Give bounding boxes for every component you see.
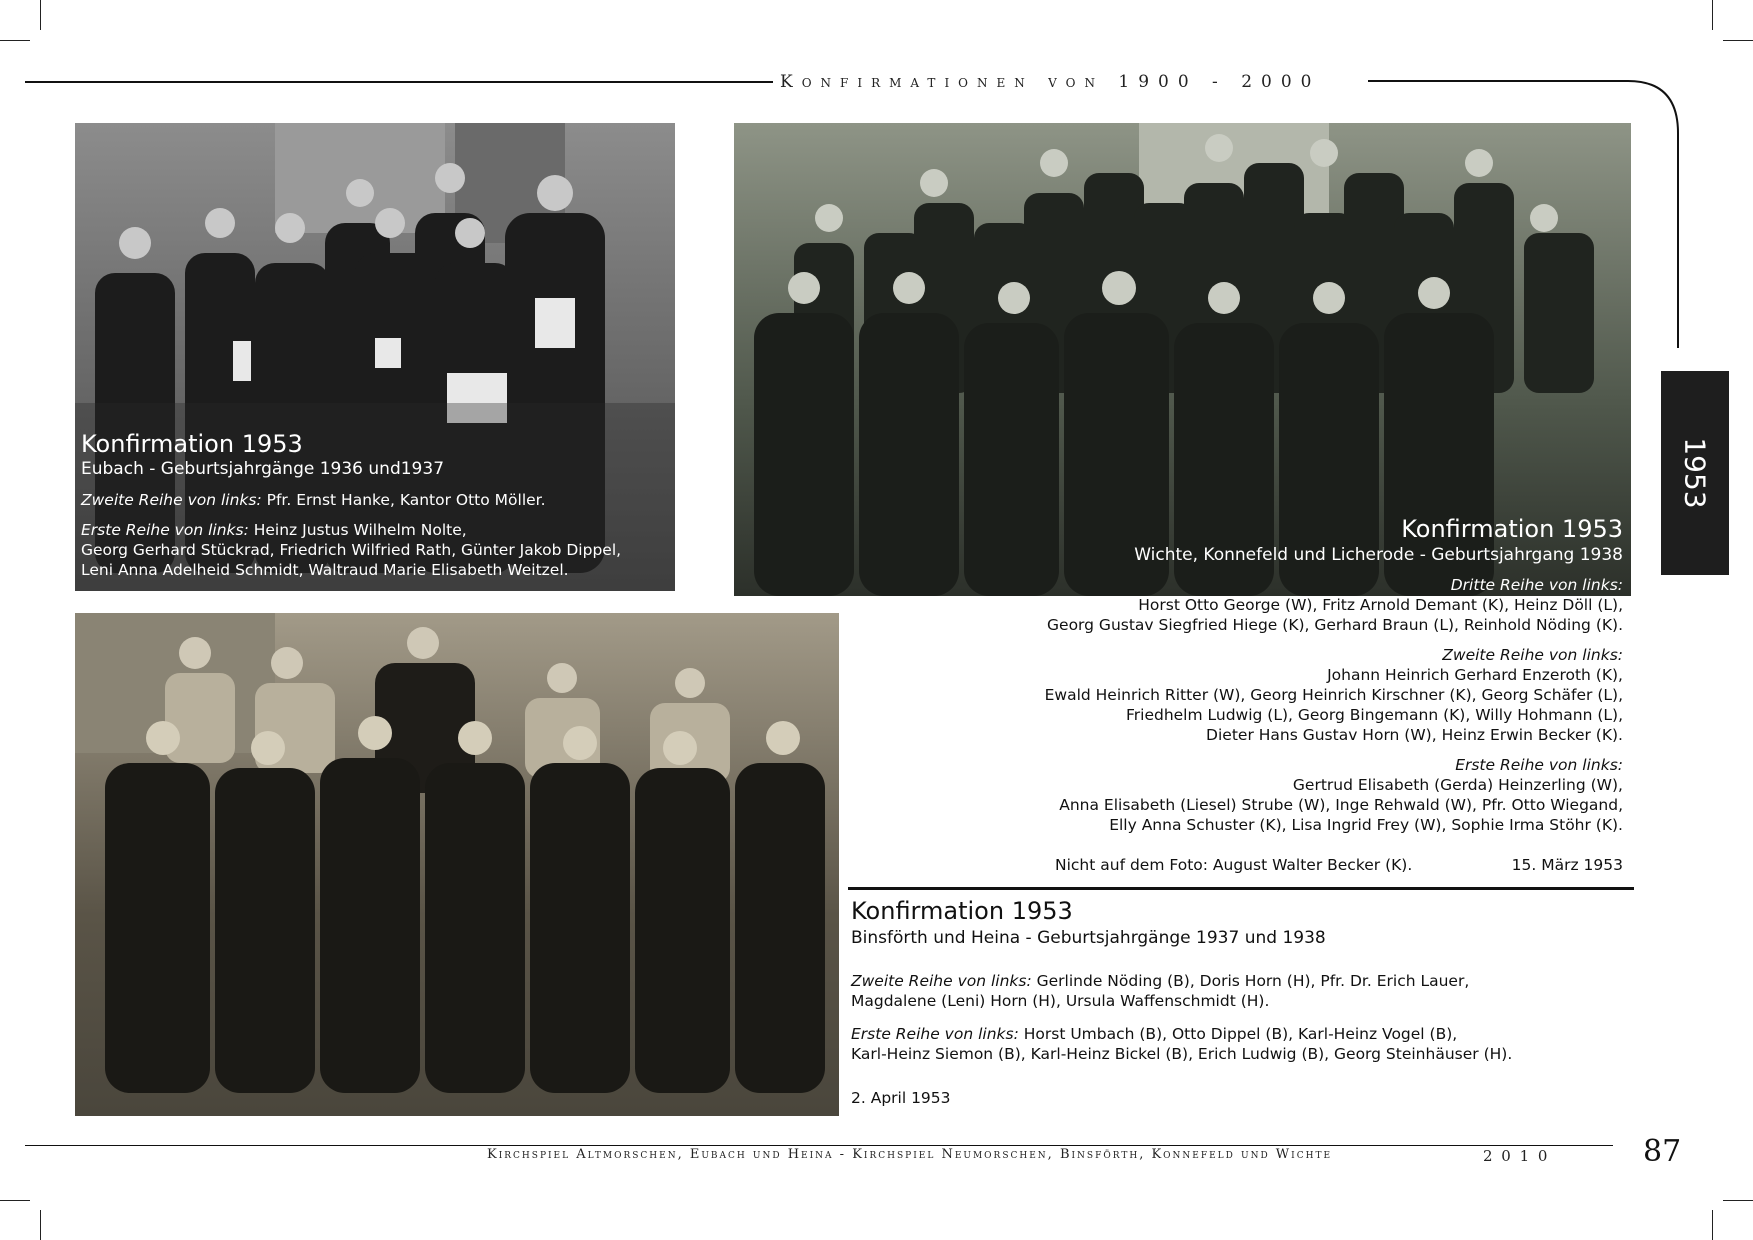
- photo2-title: Konfirmation 1953: [1401, 515, 1623, 543]
- photo3-row2-label: Zweite Reihe von links:: [851, 972, 1032, 990]
- photo1-row2-label: Zweite Reihe von links:: [81, 491, 262, 509]
- header-rule-left: [25, 81, 773, 83]
- crop-mark: [40, 0, 41, 30]
- crop-mark: [1723, 1200, 1753, 1201]
- photo2-row2-line1: Johann Heinrich Gerhard Enzeroth (K),: [1327, 666, 1623, 684]
- photo2-not-in-photo: Nicht auf dem Foto: August Walter Becker (K).: [1055, 856, 1413, 874]
- page-number: 87: [1643, 1134, 1682, 1169]
- photo3-row1-label: Erste Reihe von links:: [851, 1025, 1019, 1043]
- photo3-row1-line1: Horst Umbach (B), Otto Dippel (B), Karl-Heinz Vogel (B),: [1018, 1025, 1458, 1043]
- crop-mark: [40, 1210, 41, 1240]
- photo3-subtitle: Binsförth und Heina - Geburtsjahrgänge 1937 und 1938: [851, 928, 1326, 948]
- photo1-row1-line3: Leni Anna Adelheid Schmidt, Waltraud Marie Elisabeth Weitzel.: [81, 561, 569, 579]
- photo2-row2-line4: Dieter Hans Gustav Horn (W), Heinz Erwin Becker (K).: [1206, 726, 1623, 744]
- photo1-row1-label: Erste Reihe von links:: [81, 521, 249, 539]
- year-tab: [1661, 371, 1729, 575]
- photo3-row1-line2: Karl-Heinz Siemon (B), Karl-Heinz Bickel (B), Erich Ludwig (B), Georg Steinhäuser (H).: [851, 1045, 1513, 1063]
- photo3-date: 2. April 1953: [851, 1089, 951, 1107]
- crop-mark: [0, 40, 30, 41]
- photo1-row1-line1: Heinz Justus Wilhelm Nolte,: [248, 521, 467, 539]
- footer-text: Kirchspiel Altmorschen, Eubach und Heina - Kirchspiel Neumorschen, Binsförth, Konnefeld und Wichte: [487, 1147, 1333, 1162]
- photo2-row3-line2: Georg Gustav Siegfried Hiege (K), Gerhard Braun (L), Reinhold Nöding (K).: [1047, 616, 1623, 634]
- photo2-caption: [1045, 575, 1623, 835]
- photo-binsfoerth-heina: [75, 613, 839, 1116]
- photo1-row1: [81, 520, 621, 580]
- photo2-date: 15. März 1953: [1511, 856, 1623, 874]
- photo2-row3-line1: Horst Otto George (W), Fritz Arnold Demant (K), Heinz Döll (L),: [1138, 596, 1623, 614]
- photo1-row1-line2: Georg Gerhard Stückrad, Friedrich Wilfried Rath, Günter Jakob Dippel,: [81, 541, 622, 559]
- photo2-subtitle: Wichte, Konnefeld und Licherode - Geburtsjahrgang 1938: [1134, 545, 1623, 565]
- photo2-row1-label: Erste Reihe von links:: [1455, 756, 1623, 774]
- crop-mark: [1723, 40, 1753, 41]
- crop-mark: [0, 1200, 30, 1201]
- photo2-row2-line2: Ewald Heinrich Ritter (W), Georg Heinrich Kirschner (K), Georg Schäfer (L),: [1044, 686, 1623, 704]
- photo3-row1: [851, 1024, 1512, 1064]
- photo1-subtitle: Eubach - Geburtsjahrgänge 1936 und1937: [81, 459, 445, 479]
- photo3-row2-line2: Magdalene (Leni) Horn (H), Ursula Waffenschmidt (H).: [851, 992, 1270, 1010]
- photo3-row2-line1: Gerlinde Nöding (B), Doris Horn (H), Pfr. Dr. Erich Lauer,: [1031, 972, 1470, 990]
- photo2-row1-line3: Elly Anna Schuster (K), Lisa Ingrid Frey (W), Sophie Irma Stöhr (K).: [1109, 816, 1623, 834]
- footer-year: 2 0 1 0: [1483, 1147, 1550, 1165]
- crop-mark: [1712, 0, 1713, 30]
- photo2-row2-label: Zweite Reihe von links:: [1442, 646, 1623, 664]
- photo2-row3-label: Dritte Reihe von links:: [1450, 576, 1623, 594]
- photo1-row2: [81, 490, 546, 510]
- photo1-title: Konfirmation 1953: [81, 430, 303, 458]
- photo2-row1-line1: Gertrud Elisabeth (Gerda) Heinzerling (W),: [1292, 776, 1623, 794]
- photo3-title: Konfirmation 1953: [851, 897, 1073, 925]
- photo3-row2: [851, 971, 1469, 1011]
- photo2-row1-line2: Anna Elisabeth (Liesel) Strube (W), Inge Rehwald (W), Pfr. Otto Wiegand,: [1059, 796, 1623, 814]
- year-tab-label: 1953: [1678, 437, 1712, 509]
- footer-rule: [25, 1145, 1613, 1146]
- crop-mark: [1712, 1210, 1713, 1240]
- page-header-title: Konfirmationen von 1900 - 2000: [780, 72, 1321, 92]
- section-divider: [848, 887, 1634, 890]
- photo1-row2-text: Pfr. Ernst Hanke, Kantor Otto Möller.: [261, 491, 546, 509]
- photo2-row2-line3: Friedhelm Ludwig (L), Georg Bingemann (K), Willy Hohmann (L),: [1125, 706, 1623, 724]
